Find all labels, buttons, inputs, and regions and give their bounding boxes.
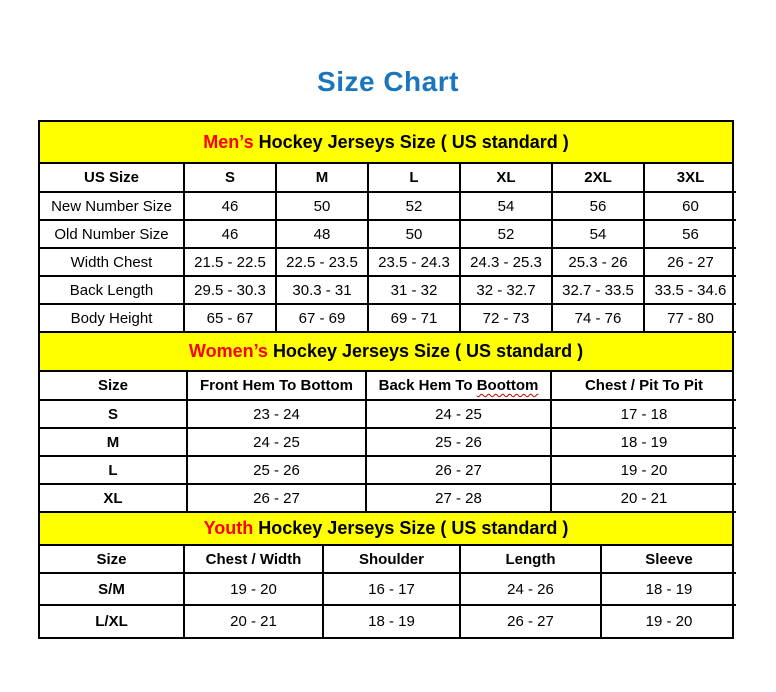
womens-row-label: L <box>40 456 187 484</box>
womens-header-row <box>40 372 736 400</box>
womens-cell: 24 - 25 <box>366 400 551 428</box>
youth-table-row <box>40 605 736 637</box>
womens-table-row <box>40 400 736 428</box>
youth-size-table <box>40 546 736 637</box>
youth-header-row <box>40 546 736 573</box>
mens-column-header: US Size <box>40 164 184 192</box>
womens-cell: 27 - 28 <box>366 484 551 512</box>
mens-header-row <box>40 164 736 192</box>
womens-row-label: M <box>40 428 187 456</box>
mens-cell: 54 <box>460 192 552 220</box>
page-title: Size Chart <box>317 66 459 97</box>
youth-cell: 16 - 17 <box>323 573 460 605</box>
mens-banner-text: Hockey Jerseys Size ( US standard ) <box>253 131 569 152</box>
womens-table-row <box>40 484 736 512</box>
womens-row-label: XL <box>40 484 187 512</box>
youth-cell: 19 - 20 <box>645 613 693 630</box>
mens-table-header <box>40 164 736 192</box>
mens-banner-accent: Men’s <box>203 131 254 152</box>
womens-cell: 25 - 26 <box>366 428 551 456</box>
mens-table-row <box>40 192 736 220</box>
mens-cell: 50 <box>276 192 368 220</box>
mens-column-header: L <box>368 164 460 192</box>
youth-row-label: S/M <box>40 573 184 605</box>
womens-column-header: Front Hem To Bottom <box>187 372 366 400</box>
youth-cell: 20 - 21 <box>184 605 323 637</box>
womens-table-row <box>40 456 736 484</box>
youth-cell: 18 - 19 <box>601 573 736 605</box>
youth-table-body <box>40 573 736 637</box>
mens-cell: 50 <box>368 220 460 248</box>
mens-cell: 60 <box>644 192 736 220</box>
womens-table-body <box>40 400 736 512</box>
youth-table-header <box>40 546 736 573</box>
mens-cell: 46 <box>184 220 276 248</box>
womens-column-header: Back Hem To Boottom <box>366 372 551 400</box>
mens-column-header: 3XL <box>644 164 736 192</box>
mens-cell: 77 - 80 <box>644 304 736 332</box>
mens-cell: 69 - 71 <box>368 304 460 332</box>
womens-cell: 19 - 20 <box>551 456 736 484</box>
youth-cell: 24 - 26 <box>460 573 601 605</box>
youth-section-banner <box>40 513 732 546</box>
womens-banner-accent: Women’s <box>188 341 268 361</box>
womens-banner-text: Hockey Jerseys Size ( US standard ) <box>267 341 584 361</box>
youth-banner-accent: Youth <box>203 518 254 538</box>
mens-table-row <box>40 304 736 332</box>
mens-cell: 72 - 73 <box>460 304 552 332</box>
womens-section-banner <box>40 333 732 372</box>
mens-row-label: New Number Size <box>40 192 184 220</box>
womens-column-header: Chest / Pit To Pit <box>551 372 736 400</box>
mens-cell: 21.5 - 22.5 <box>184 248 276 276</box>
mens-cell: 56 <box>552 192 644 220</box>
mens-cell: 54 <box>552 220 644 248</box>
youth-column-header: Sleeve <box>601 546 736 573</box>
misspelled-word-underline: Boottom <box>476 377 539 394</box>
youth-column-header: Length <box>460 546 601 573</box>
mens-column-header: S <box>184 164 276 192</box>
mens-cell: 32.7 - 33.5 <box>552 276 644 304</box>
mens-cell: 26 - 27 <box>644 248 736 276</box>
youth-table-row <box>40 573 736 605</box>
womens-row-label: S <box>40 400 187 428</box>
youth-column-header: Shoulder <box>323 546 460 573</box>
mens-cell: 74 - 76 <box>552 304 644 332</box>
womens-column-header: Size <box>40 372 187 400</box>
womens-table-header <box>40 372 736 400</box>
mens-cell: 32 - 32.7 <box>460 276 552 304</box>
womens-size-table <box>40 372 736 513</box>
mens-row-label: Body Height <box>40 304 184 332</box>
mens-table-row <box>40 248 736 276</box>
youth-row-label: L/XL <box>40 605 184 637</box>
youth-banner-text: Hockey Jerseys Size ( US standard ) <box>253 518 569 538</box>
mens-cell: 33.5 - 34.6 <box>644 276 736 304</box>
womens-cell: 26 - 27 <box>187 484 366 512</box>
size-chart-table <box>38 120 734 639</box>
mens-cell: 52 <box>460 220 552 248</box>
youth-cell: 18 - 19 <box>323 605 460 637</box>
mens-cell: 56 <box>644 220 736 248</box>
mens-row-label: Back Length <box>40 276 184 304</box>
womens-cell: 17 - 18 <box>551 400 736 428</box>
mens-cell: 46 <box>184 192 276 220</box>
mens-cell: 30.3 - 31 <box>276 276 368 304</box>
mens-row-label: Old Number Size <box>40 220 184 248</box>
womens-cell: 18 - 19 <box>551 428 736 456</box>
mens-column-header: XL <box>460 164 552 192</box>
mens-cell: 25.3 - 26 <box>552 248 644 276</box>
mens-table-row <box>40 220 736 248</box>
youth-column-header: Chest / Width <box>184 546 323 573</box>
womens-cell: 26 - 27 <box>366 456 551 484</box>
mens-column-header: 2XL <box>552 164 644 192</box>
mens-cell: 52 <box>368 192 460 220</box>
mens-cell: 29.5 - 30.3 <box>184 276 276 304</box>
womens-cell: 24 - 25 <box>187 428 366 456</box>
mens-section-banner <box>40 122 732 164</box>
mens-table-body <box>40 192 736 332</box>
mens-row-label: Width Chest <box>40 248 184 276</box>
mens-cell: 31 - 32 <box>368 276 460 304</box>
mens-column-header: M <box>276 164 368 192</box>
youth-column-header: Size <box>40 546 184 573</box>
youth-cell: 19 - 20 <box>184 573 323 605</box>
mens-cell: 48 <box>276 220 368 248</box>
womens-cell: 25 - 26 <box>187 456 366 484</box>
mens-table-row <box>40 276 736 304</box>
mens-cell: 23.5 - 24.3 <box>368 248 460 276</box>
mens-cell: 67 - 69 <box>276 304 368 332</box>
womens-cell: 20 - 21 <box>551 484 736 512</box>
mens-cell: 65 - 67 <box>184 304 276 332</box>
mens-cell: 22.5 - 23.5 <box>276 248 368 276</box>
womens-table-row <box>40 428 736 456</box>
mens-size-table <box>40 164 736 333</box>
mens-cell: 24.3 - 25.3 <box>460 248 552 276</box>
womens-cell: 23 - 24 <box>187 400 366 428</box>
youth-cell: 26 - 27 <box>460 605 601 637</box>
